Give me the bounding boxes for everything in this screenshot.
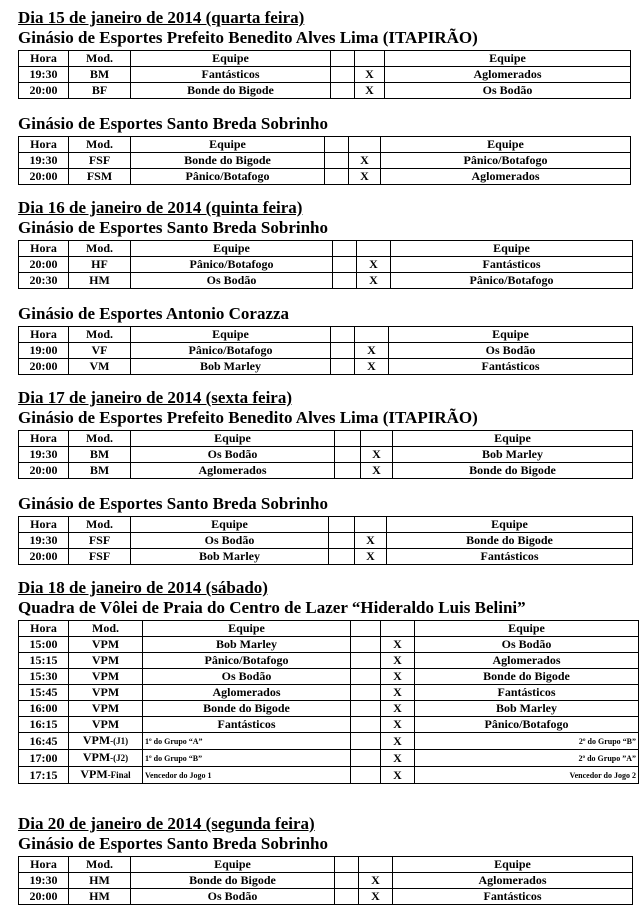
cell-versus: X [357, 257, 391, 273]
cell-home-team: Os Bodão [131, 533, 329, 549]
cell-away-team: Bob Marley [415, 701, 639, 717]
cell-home-team: Bonde do Bigode [143, 701, 351, 717]
table-header-row [19, 431, 633, 447]
cell-hora: 17:15 [19, 767, 69, 784]
cell-versus: X [355, 67, 385, 83]
cell-mod [69, 750, 143, 767]
header-equipe-away: Equipe [393, 431, 633, 447]
table-row [19, 359, 633, 375]
header-mod: Mod. [69, 327, 131, 343]
schedule-table [18, 136, 631, 185]
table-row [19, 653, 639, 669]
cell-blank [335, 447, 361, 463]
cell-blank [331, 83, 355, 99]
schedule-table [18, 430, 633, 479]
cell-versus: X [381, 717, 415, 733]
table-row [19, 701, 639, 717]
cell-blank [331, 359, 355, 375]
cell-versus: X [355, 549, 387, 565]
cell-home-team: Os Bodão [131, 889, 335, 905]
cell-away-team: 2º do Grupo ”A” [415, 750, 639, 767]
cell-hora: 15:45 [19, 685, 69, 701]
header-blank [329, 517, 355, 533]
table-header-row [19, 517, 633, 533]
header-equipe-home: Equipe [131, 517, 329, 533]
cell-versus: X [381, 733, 415, 750]
cell-versus: X [381, 637, 415, 653]
cell-mod [69, 873, 131, 889]
cell-away-team: Fantásticos [387, 549, 633, 565]
cell-home-team: Pânico/Botafogo [143, 653, 351, 669]
cell-mod [69, 463, 131, 479]
table-row [19, 637, 639, 653]
mod-label: VF [91, 343, 108, 357]
header-equipe-away: Equipe [393, 857, 633, 873]
header-mod: Mod. [69, 857, 131, 873]
header-equipe-home: Equipe [131, 431, 335, 447]
table-row [19, 153, 631, 169]
cell-hora: 20:00 [19, 83, 69, 99]
cell-away-team: Aglomerados [415, 653, 639, 669]
cell-away-team: Bonde do Bigode [393, 463, 633, 479]
cell-away-team: Fantásticos [389, 359, 633, 375]
table-row [19, 685, 639, 701]
schedule-table [18, 326, 633, 375]
table-row [19, 273, 633, 289]
table-row [19, 549, 633, 565]
cell-home-team: Bonde do Bigode [131, 83, 331, 99]
mod-label: FSF [88, 533, 111, 547]
cell-mod [69, 447, 131, 463]
header-equipe-home: Equipe [131, 137, 325, 153]
cell-versus: X [381, 685, 415, 701]
cell-home-team: Pânico/Botafogo [131, 257, 333, 273]
cell-blank [351, 717, 381, 733]
cell-hora: 19:30 [19, 153, 69, 169]
cell-home-team: Pânico/Botafogo [131, 169, 325, 185]
day-title: Dia 20 de janeiro de 2014 (segunda feira) [18, 814, 315, 833]
cell-hora: 19:00 [19, 343, 69, 359]
cell-mod [69, 343, 131, 359]
cell-hora: 20:00 [19, 257, 69, 273]
cell-versus: X [381, 701, 415, 717]
cell-versus: X [361, 463, 393, 479]
cell-away-team: Aglomerados [393, 873, 633, 889]
cell-away-team: Pânico/Botafogo [381, 153, 631, 169]
cell-hora: 15:30 [19, 669, 69, 685]
mod-label: FSF [88, 549, 111, 563]
cell-blank [351, 750, 381, 767]
header-equipe-away: Equipe [387, 517, 633, 533]
cell-mod [69, 549, 131, 565]
cell-hora: 17:00 [19, 750, 69, 767]
header-equipe-home: Equipe [143, 621, 351, 637]
cell-blank [335, 463, 361, 479]
cell-home-team: Aglomerados [143, 685, 351, 701]
header-hora: Hora [19, 241, 69, 257]
header-hora: Hora [19, 431, 69, 447]
venue-title: Ginásio de Esportes Prefeito Benedito Alves Lima (ITAPIRÃO) [18, 28, 478, 47]
cell-home-team: Vencedor do Jogo 1 [143, 767, 351, 784]
header-blank [333, 241, 357, 257]
cell-versus: X [381, 767, 415, 784]
day-title: Dia 16 de janeiro de 2014 (quinta feira) [18, 198, 303, 217]
header-blank [355, 517, 387, 533]
cell-away-team: Aglomerados [385, 67, 631, 83]
cell-hora: 20:00 [19, 549, 69, 565]
cell-versus: X [381, 750, 415, 767]
header-equipe-away: Equipe [415, 621, 639, 637]
header-equipe-away: Equipe [391, 241, 633, 257]
cell-mod [69, 257, 131, 273]
mod-label: BM [89, 463, 110, 477]
cell-mod [69, 83, 131, 99]
table-row [19, 83, 631, 99]
header-mod: Mod. [69, 517, 131, 533]
mod-label: HF [91, 257, 108, 271]
cell-away-team: Pânico/Botafogo [391, 273, 633, 289]
table-row [19, 889, 633, 905]
mod-label: FSM [86, 169, 113, 183]
header-blank [355, 51, 385, 67]
cell-away-team: Os Bodão [389, 343, 633, 359]
cell-hora: 20:30 [19, 273, 69, 289]
header-mod: Mod. [69, 621, 143, 637]
cell-versus: X [361, 447, 393, 463]
cell-blank [335, 873, 359, 889]
header-equipe-home: Equipe [131, 241, 333, 257]
cell-home-team: Os Bodão [143, 669, 351, 685]
cell-versus: X [381, 669, 415, 685]
cell-blank [351, 767, 381, 784]
cell-hora: 19:30 [19, 67, 69, 83]
table-header-row [19, 327, 633, 343]
cell-mod [69, 637, 143, 653]
cell-versus: X [359, 873, 393, 889]
cell-versus: X [355, 83, 385, 99]
header-equipe-away: Equipe [389, 327, 633, 343]
cell-away-team: 2º do Grupo “B” [415, 733, 639, 750]
cell-away-team: Aglomerados [381, 169, 631, 185]
cell-blank [331, 343, 355, 359]
cell-mod [69, 533, 131, 549]
cell-home-team: Fantásticos [143, 717, 351, 733]
cell-away-team: Bonde do Bigode [387, 533, 633, 549]
header-equipe-home: Equipe [131, 327, 331, 343]
cell-hora: 16:15 [19, 717, 69, 733]
mod-label: VPM [80, 767, 108, 781]
cell-home-team: Bonde do Bigode [131, 873, 335, 889]
cell-mod [69, 653, 143, 669]
cell-hora: 15:15 [19, 653, 69, 669]
header-blank [361, 431, 393, 447]
cell-home-team: Fantásticos [131, 67, 331, 83]
cell-away-team: Bob Marley [393, 447, 633, 463]
mod-label: VM [89, 359, 110, 373]
header-hora: Hora [19, 51, 69, 67]
cell-hora: 20:00 [19, 359, 69, 375]
cell-home-team: Bob Marley [131, 549, 329, 565]
cell-versus: X [349, 153, 381, 169]
venue-title: Ginásio de Esportes Santo Breda Sobrinho [18, 494, 329, 513]
cell-mod [69, 669, 143, 685]
header-equipe-away: Equipe [381, 137, 631, 153]
mod-suffix: -(J1) [110, 736, 129, 746]
venue-title: Ginásio de Esportes Prefeito Benedito Alves Lima (ITAPIRÃO) [18, 408, 478, 427]
mod-label: BM [89, 447, 110, 461]
cell-mod [69, 889, 131, 905]
cell-blank [333, 257, 357, 273]
mod-label: VPM [91, 637, 120, 651]
cell-away-team: Fantásticos [391, 257, 633, 273]
cell-away-team: Fantásticos [393, 889, 633, 905]
table-row [19, 169, 631, 185]
mod-label: BF [91, 83, 108, 97]
header-blank [355, 327, 389, 343]
table-header-row [19, 51, 631, 67]
cell-blank [351, 669, 381, 685]
mod-label: FSF [88, 153, 111, 167]
cell-mod [69, 701, 143, 717]
venue-title: Ginásio de Esportes Santo Breda Sobrinho [18, 218, 329, 237]
header-blank [335, 431, 361, 447]
cell-blank [325, 169, 349, 185]
table-row [19, 67, 631, 83]
cell-away-team: Vencedor do Jogo 2 [415, 767, 639, 784]
header-blank [359, 857, 393, 873]
schedule-table [18, 856, 633, 905]
mod-suffix: -Final [107, 770, 131, 780]
cell-away-team: Os Bodão [415, 637, 639, 653]
cell-away-team: Pânico/Botafogo [415, 717, 639, 733]
mod-label: HM [89, 873, 110, 887]
cell-mod [69, 153, 131, 169]
cell-mod [69, 169, 131, 185]
cell-mod [69, 733, 143, 750]
cell-blank [331, 67, 355, 83]
table-header-row [19, 857, 633, 873]
cell-mod [69, 767, 143, 784]
header-hora: Hora [19, 327, 69, 343]
mod-label: VPM [91, 669, 120, 683]
cell-blank [335, 889, 359, 905]
header-hora: Hora [19, 517, 69, 533]
venue-title: Ginásio de Esportes Antonio Corazza [18, 304, 290, 323]
header-equipe-home: Equipe [131, 51, 331, 67]
header-blank [349, 137, 381, 153]
mod-label: VPM [91, 685, 120, 699]
table-header-row [19, 621, 639, 637]
cell-hora: 19:30 [19, 873, 69, 889]
header-blank [381, 621, 415, 637]
schedule-table [18, 50, 631, 99]
day-title: Dia 15 de janeiro de 2014 (quarta feira) [18, 8, 305, 27]
cell-hora: 19:30 [19, 533, 69, 549]
cell-blank [325, 153, 349, 169]
cell-blank [329, 549, 355, 565]
cell-mod [69, 359, 131, 375]
table-row [19, 533, 633, 549]
mod-suffix: -(J2) [110, 753, 129, 763]
cell-home-team: Aglomerados [131, 463, 335, 479]
cell-home-team: Os Bodão [131, 273, 333, 289]
header-equipe-away: Equipe [385, 51, 631, 67]
header-blank [331, 51, 355, 67]
header-blank [351, 621, 381, 637]
header-mod: Mod. [69, 137, 131, 153]
header-hora: Hora [19, 857, 69, 873]
header-hora: Hora [19, 621, 69, 637]
cell-hora: 16:00 [19, 701, 69, 717]
day-title: Dia 17 de janeiro de 2014 (sexta feira) [18, 388, 292, 407]
mod-label: VPM [91, 701, 120, 715]
cell-versus: X [355, 359, 389, 375]
table-row [19, 767, 639, 784]
day-title: Dia 18 de janeiro de 2014 (sábado) [18, 578, 268, 597]
header-blank [331, 327, 355, 343]
cell-mod [69, 273, 131, 289]
header-blank [357, 241, 391, 257]
venue-title: Quadra de Vôlei de Praia do Centro de Lazer “Hideraldo Luis Belini” [18, 598, 526, 617]
cell-blank [333, 273, 357, 289]
cell-away-team: Os Bodão [385, 83, 631, 99]
header-blank [335, 857, 359, 873]
cell-blank [351, 685, 381, 701]
mod-label: VPM [91, 717, 120, 731]
cell-versus: X [359, 889, 393, 905]
mod-label: HM [89, 889, 110, 903]
header-mod: Mod. [69, 431, 131, 447]
cell-home-team: Bob Marley [131, 359, 331, 375]
cell-mod [69, 685, 143, 701]
cell-hora: 20:00 [19, 463, 69, 479]
cell-mod [69, 717, 143, 733]
table-row [19, 343, 633, 359]
cell-hora: 15:00 [19, 637, 69, 653]
header-blank [325, 137, 349, 153]
cell-hora: 20:00 [19, 889, 69, 905]
cell-blank [351, 733, 381, 750]
cell-home-team: 1º do Grupo “B” [143, 750, 351, 767]
mod-label: VPM [82, 750, 111, 764]
table-row [19, 257, 633, 273]
header-mod: Mod. [69, 51, 131, 67]
table-header-row [19, 137, 631, 153]
table-row [19, 733, 639, 750]
cell-home-team: Pânico/Botafogo [131, 343, 331, 359]
cell-blank [351, 701, 381, 717]
header-equipe-home: Equipe [131, 857, 335, 873]
table-row [19, 717, 639, 733]
cell-versus: X [355, 533, 387, 549]
cell-home-team: 1º do Grupo “A” [143, 733, 351, 750]
cell-blank [351, 653, 381, 669]
mod-label: VPM [91, 653, 120, 667]
mod-label: HM [89, 273, 110, 287]
venue-title: Ginásio de Esportes Santo Breda Sobrinho [18, 114, 329, 133]
cell-hora: 19:30 [19, 447, 69, 463]
cell-away-team: Fantásticos [415, 685, 639, 701]
cell-away-team: Bonde do Bigode [415, 669, 639, 685]
schedule-table [18, 240, 633, 289]
schedule-table [18, 620, 639, 784]
table-row [19, 669, 639, 685]
header-mod: Mod. [69, 241, 131, 257]
table-row [19, 463, 633, 479]
cell-versus: X [349, 169, 381, 185]
table-row [19, 750, 639, 767]
cell-versus: X [355, 343, 389, 359]
cell-home-team: Bonde do Bigode [131, 153, 325, 169]
cell-versus: X [357, 273, 391, 289]
cell-blank [329, 533, 355, 549]
cell-mod [69, 67, 131, 83]
cell-home-team: Os Bodão [131, 447, 335, 463]
cell-blank [351, 637, 381, 653]
mod-label: VPM [82, 733, 111, 747]
cell-home-team: Bob Marley [143, 637, 351, 653]
cell-versus: X [381, 653, 415, 669]
table-header-row [19, 241, 633, 257]
header-hora: Hora [19, 137, 69, 153]
table-row [19, 873, 633, 889]
mod-label: BM [89, 67, 110, 81]
cell-hora: 16:45 [19, 733, 69, 750]
table-row [19, 447, 633, 463]
schedule-table [18, 516, 633, 565]
cell-hora: 20:00 [19, 169, 69, 185]
venue-title: Ginásio de Esportes Santo Breda Sobrinho [18, 834, 329, 853]
